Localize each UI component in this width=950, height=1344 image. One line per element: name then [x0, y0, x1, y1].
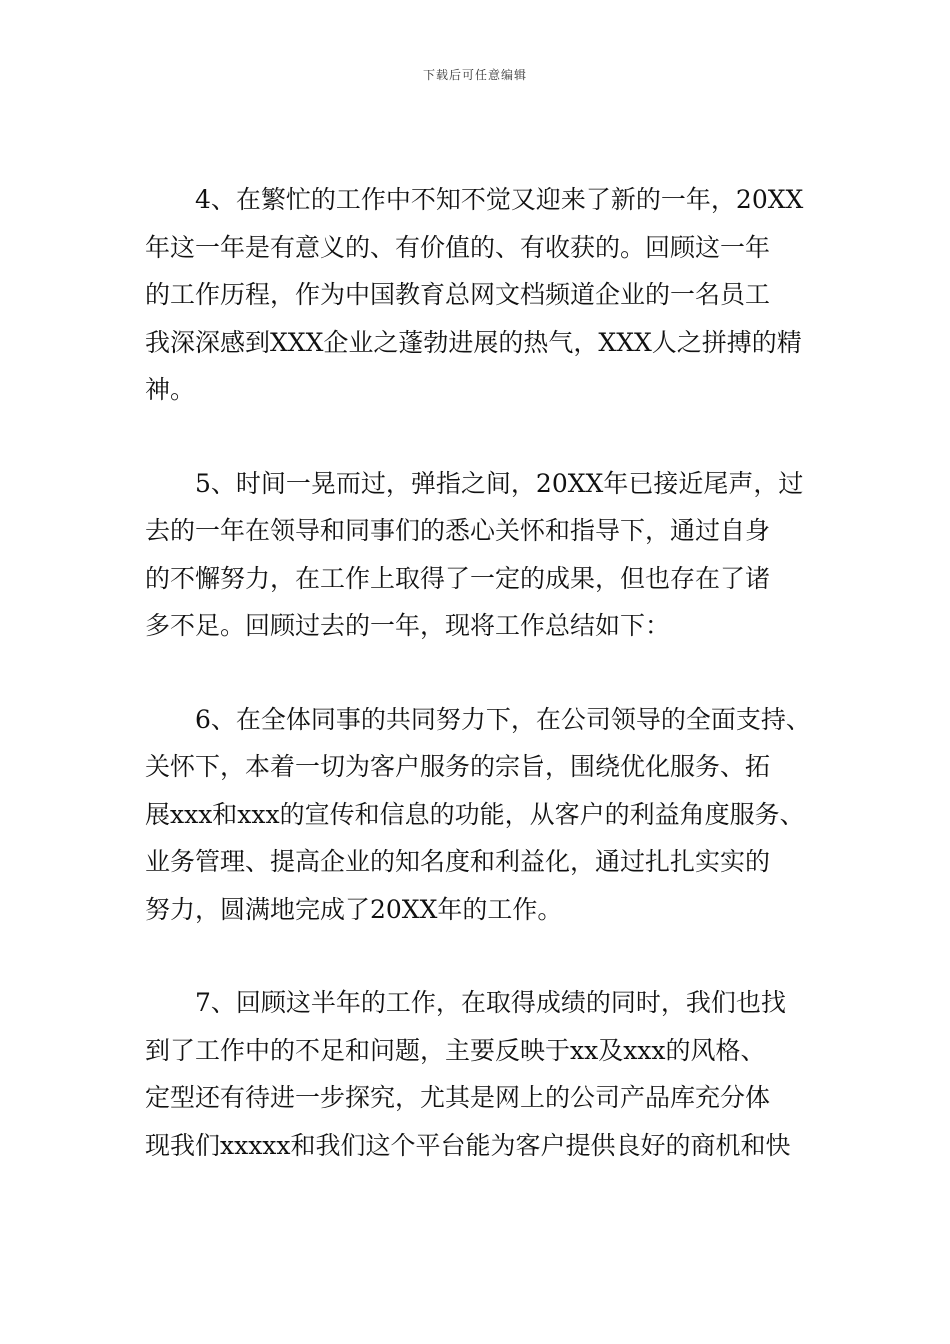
paragraph-line: 神。	[145, 375, 196, 404]
paragraph-line: 4、在繁忙的工作中不知不觉又迎来了新的一年，20XX	[195, 185, 804, 214]
paragraph-line: 我深深感到XXX企业之蓬勃进展的热气，XXX人之拼搏的精	[145, 327, 802, 357]
paragraph-line: 现我们xxxxx和我们这个平台能为客户提供良好的商机和快	[145, 1130, 791, 1160]
page-header: 下载后可任意编辑	[422, 68, 527, 82]
paragraph-line: 定型还有待进一步探究，尤其是网上的公司产品库充分体	[145, 1083, 771, 1112]
paragraph-line: 7、回顾这半年的工作，在取得成绩的同时，我们也找	[195, 988, 786, 1017]
paragraph-6	[145, 696, 810, 934]
paragraph-line: 到了工作中的不足和问题，主要反映于xx及xxx的风格、	[145, 1035, 766, 1065]
paragraph-5	[145, 460, 810, 650]
document-body	[145, 176, 810, 1215]
paragraph-line: 业务管理、提高企业的知名度和利益化，通过扎扎实实的	[145, 847, 771, 876]
paragraph-line: 关怀下，本着一切为客户服务的宗旨，围绕优化服务、拓	[145, 752, 771, 781]
paragraph-line: 的工作历程，作为中国教育总网文档频道企业的一名员工	[145, 280, 771, 309]
paragraph-4	[145, 176, 810, 414]
paragraph-line: 多不足。回顾过去的一年，现将工作总结如下：	[145, 611, 671, 640]
paragraph-line: 6、在全体同事的共同努力下，在公司领导的全面支持、	[195, 704, 811, 734]
paragraph-line: 5、时间一晃而过，弹指之间，20XX年已接近尾声，过	[195, 468, 804, 498]
paragraph-line: 年这一年是有意义的、有价值的、有收获的。回顾这一年	[145, 232, 771, 262]
paragraph-line: 的不懈努力，在工作上取得了一定的成果，但也存在了诸	[145, 563, 771, 593]
paragraph-line: 展xxx和xxx的宣传和信息的功能，从客户的利益角度服务、	[145, 799, 805, 829]
paragraph-7	[145, 979, 810, 1169]
paragraph-line: 去的一年在领导和同事们的悉心关怀和指导下，通过自身	[145, 516, 771, 545]
paragraph-line: 努力，圆满地完成了20XX年的工作。	[145, 894, 563, 924]
